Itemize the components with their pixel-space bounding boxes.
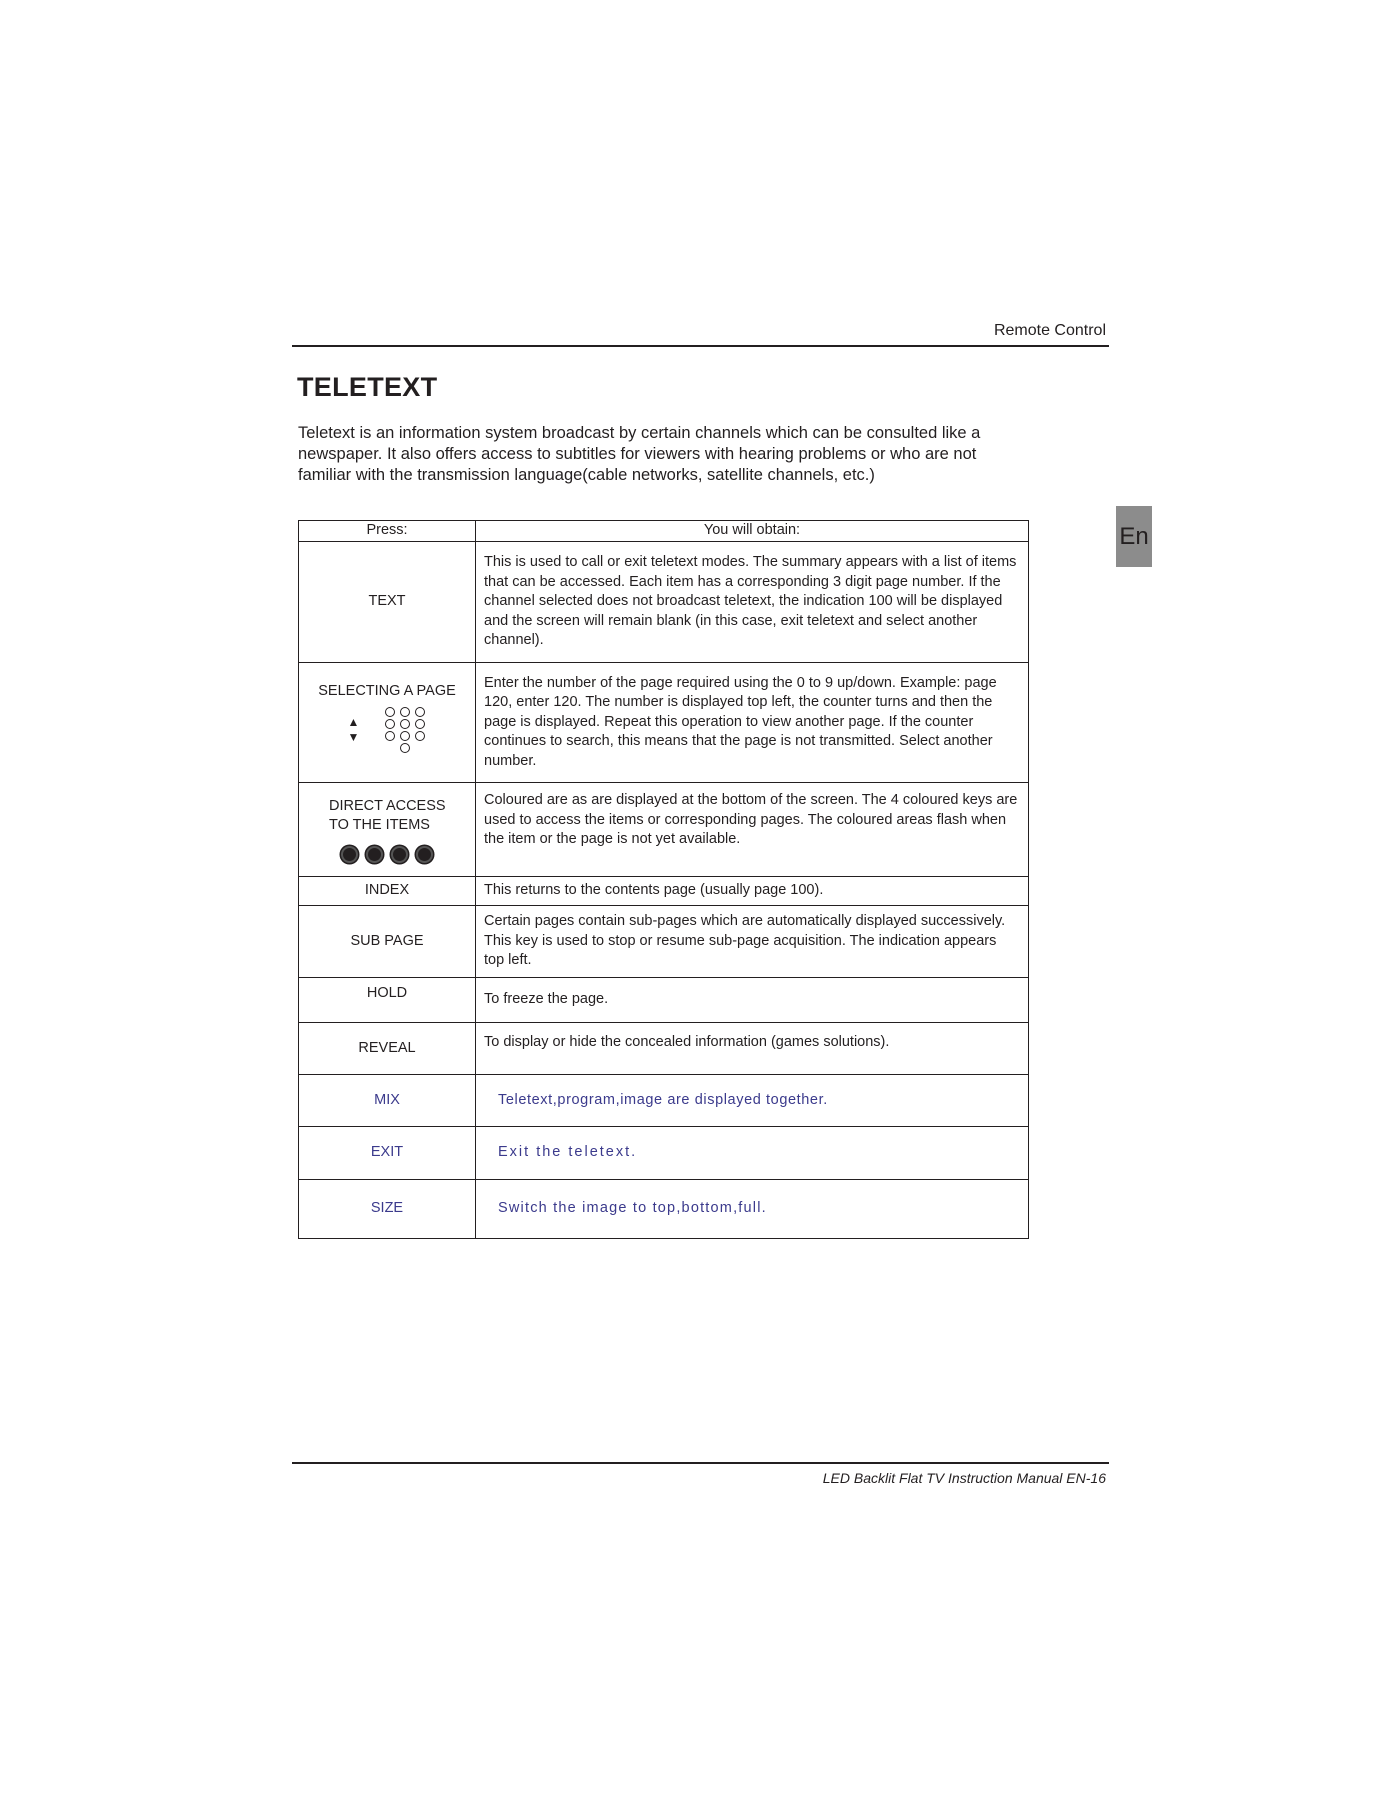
number-keys-icon xyxy=(385,707,426,753)
key-direct-access-line1: DIRECT ACCESS xyxy=(329,797,446,814)
table-row xyxy=(299,663,1029,783)
table-row xyxy=(299,1127,1029,1180)
language-tab: En xyxy=(1116,506,1152,567)
key-mix: MIX xyxy=(299,1075,476,1127)
table-row xyxy=(299,783,1029,877)
row-description: This is used to call or exit teletext modes. The summary appears with a list of items that can be accessed. Each item has a corresponding 3 digit page number. If the channel selected does not broadcast teletext, the indication 100 will be displayed and the screen will remain blank (in this case, exit teletext and select another channel). xyxy=(476,542,1029,663)
key-direct-access-cell xyxy=(299,783,476,877)
colour-key-icon xyxy=(341,846,358,863)
row-description: Enter the number of the page required using the 0 to 9 up/down. Example: page 120, enter 120. The number is displayed top left, the counter turns and then the page is displayed. Repeat this operation to view another page. If the counter continues to search, this means that the page is not transmitted. Select another number. xyxy=(476,663,1029,783)
page-title: TELETEXT xyxy=(297,372,438,402)
key-index: INDEX xyxy=(299,877,476,906)
key-direct-access-line2: TO THE ITEMS xyxy=(329,817,430,833)
row-description: Coloured are as are displayed at the bottom of the screen. The 4 coloured keys are used to access the items or corresponding pages. The coloured areas flash when the item or the page is not yet available. xyxy=(476,783,1029,877)
colour-key-icon xyxy=(391,846,408,863)
row-description: To display or hide the concealed information (games solutions). xyxy=(476,1023,1029,1075)
obtain-header: You will obtain: xyxy=(476,521,1029,542)
key-exit: EXIT xyxy=(299,1127,476,1180)
intro-paragraph: Teletext is an information system broadcast by certain channels which can be consulted like a newspaper. It also offers access to subtitles for viewers with hearing problems or who are not familiar with the transmission language(cable networks, satellite channels, etc.) xyxy=(298,424,981,484)
numeric-keypad-icon xyxy=(303,707,471,753)
key-sub-page: SUB PAGE xyxy=(299,906,476,978)
row-description: Certain pages contain sub-pages which are automatically displayed successively. This key is used to stop or resume sub-page acquisition. The indication appears top left. xyxy=(476,906,1029,978)
table-row xyxy=(299,1023,1029,1075)
key-hold: HOLD xyxy=(299,978,476,1023)
table-row xyxy=(299,906,1029,978)
row-description: To freeze the page. xyxy=(476,978,1029,1023)
row-description: Switch the image to top,bottom,full. xyxy=(476,1180,1029,1239)
table-row xyxy=(299,1075,1029,1127)
teletext-table xyxy=(298,520,1029,1239)
row-description: Exit the teletext. xyxy=(476,1127,1029,1180)
row-description: Teletext,program,image are displayed together. xyxy=(476,1075,1029,1127)
press-header: Press: xyxy=(299,521,476,542)
colour-keys-icon xyxy=(303,846,471,863)
colour-key-icon xyxy=(416,846,433,863)
table-row xyxy=(299,978,1029,1023)
key-size: SIZE xyxy=(299,1180,476,1239)
key-text: TEXT xyxy=(299,542,476,663)
colour-key-icon xyxy=(366,846,383,863)
up-arrow-icon: ▲ xyxy=(347,715,360,730)
down-arrow-icon: ▼ xyxy=(347,730,360,745)
key-selecting-page-cell xyxy=(299,663,476,783)
section-header: Remote Control xyxy=(993,322,1106,339)
row-description: This returns to the contents page (usually page 100). xyxy=(476,877,1029,906)
table-row xyxy=(299,877,1029,906)
header-rule xyxy=(292,345,1109,347)
table-row xyxy=(299,1180,1029,1239)
key-reveal: REVEAL xyxy=(299,1023,476,1075)
table-row xyxy=(299,542,1029,663)
key-selecting-page: SELECTING A PAGE xyxy=(318,682,456,699)
table-header-row xyxy=(299,521,1029,542)
footer-rule xyxy=(292,1462,1109,1464)
page-footer: LED Backlit Flat TV Instruction Manual EN-16 xyxy=(822,1470,1106,1486)
